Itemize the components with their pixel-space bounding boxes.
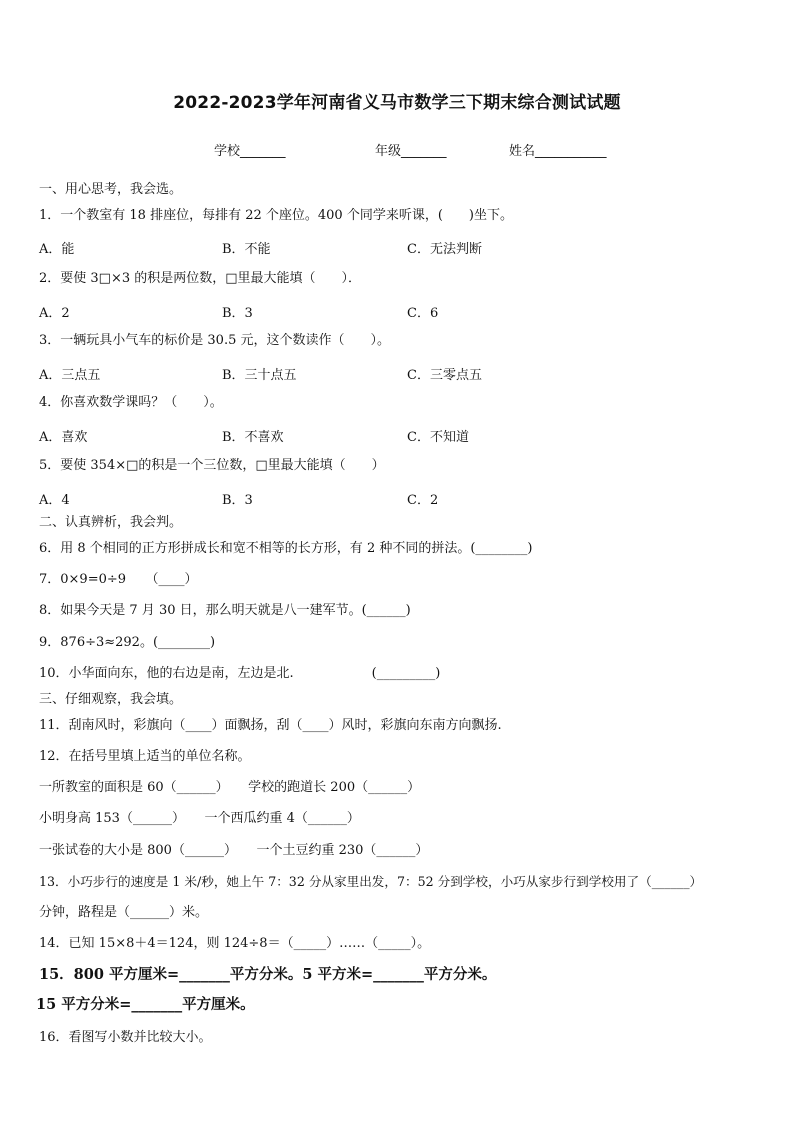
question-12-row-2: 小明身高 153（______） 一个西瓜约重 4（______）: [39, 811, 360, 826]
page-title: 2022-2023学年河南省义马市数学三下期末综合测试试题: [173, 93, 621, 113]
q3-option-b: B．三十点五: [222, 368, 297, 383]
q1-option-b: B．不能: [222, 242, 271, 257]
question-15: 15．800 平方厘米=_______平方分米。5 平方米=_______平方分米。: [39, 966, 497, 983]
question-12-row-3: 一张试卷的大小是 800（______） 一个土豆约重 230（______）: [39, 843, 429, 858]
grade-field: 年级_______: [375, 144, 447, 159]
section-heading-judge: 二、认真辨析，我会判。: [39, 515, 183, 530]
question-3: 3．一辆玩具小气车的标价是 30.5 元，这个数读作（ ）。: [39, 333, 390, 348]
question-1: 1．一个教室有 18 排座位，每排有 22 个座位。400 个同学来听课，( )坐下。: [39, 208, 513, 223]
school-field: 学校_______: [214, 144, 286, 159]
question-6: 6．用 8 个相同的正方形拼成长和宽不相等的长方形，有 2 种不同的拼法。(________): [39, 541, 533, 556]
question-14: 14．已知 15×8＋4＝124，则 124÷8＝（_____）……（_____）。: [39, 936, 431, 951]
section-heading-choice: 一、用心思考，我会选。: [39, 182, 183, 197]
q1-option-c: C．无法判断: [407, 242, 482, 257]
q4-option-c: C．不知道: [407, 430, 469, 445]
question-9: 9．876÷3≈292。(________): [39, 635, 216, 650]
question-12: 12．在括号里填上适当的单位名称。: [39, 749, 251, 764]
q1-option-a: A．能: [39, 242, 75, 257]
question-8: 8．如果今天是 7 月 30 日，那么明天就是八一建军节。(______): [39, 603, 411, 618]
question-4: 4．你喜欢数学课吗？（ ）。: [39, 395, 223, 410]
q5-option-c: C．2: [407, 493, 439, 508]
question-7: 7．0×9=0÷9 （____）: [39, 572, 198, 587]
q4-option-b: B．不喜欢: [222, 430, 284, 445]
q5-option-b: B．3: [222, 493, 253, 508]
name-field: 姓名___________: [509, 144, 607, 159]
question-16: 16．看图写小数并比较大小。: [39, 1030, 212, 1045]
q2-option-a: A．2: [39, 306, 70, 321]
q2-option-b: B．3: [222, 306, 253, 321]
question-12-row-1: 一所教室的面积是 60（______） 学校的跑道长 200（______）: [39, 780, 421, 795]
question-13: 13．小巧步行的速度是 1 米/秒，她上午 7：32 分从家里出发，7：52 分到学校，小巧从家步行到学校用了（______）: [39, 874, 703, 889]
q2-option-c: C．6: [407, 306, 439, 321]
q3-option-c: C．三零点五: [407, 368, 482, 383]
q3-option-a: A．三点五: [39, 368, 101, 383]
question-13-continued: 分钟，路程是（______）米。: [39, 905, 209, 920]
q4-option-a: A．喜欢: [39, 430, 88, 445]
section-heading-fill: 三、仔细观察，我会填。: [39, 692, 183, 707]
question-11: 11．刮南风时，彩旗向（____）面飘扬，刮（____）风时，彩旗向东南方向飘扬.: [39, 718, 502, 733]
q5-option-a: A．4: [39, 493, 70, 508]
question-2: 2．要使 3□×3 的积是两位数，□里最大能填（ ）．: [39, 271, 362, 286]
question-15-continued: 15 平方分米=_______平方厘米。: [36, 996, 255, 1013]
question-10: 10．小华面向东，他的右边是南，左边是北. (_________): [39, 666, 441, 681]
question-5: 5．要使 354×□的积是一个三位数，□里最大能填（ ）: [39, 458, 385, 473]
